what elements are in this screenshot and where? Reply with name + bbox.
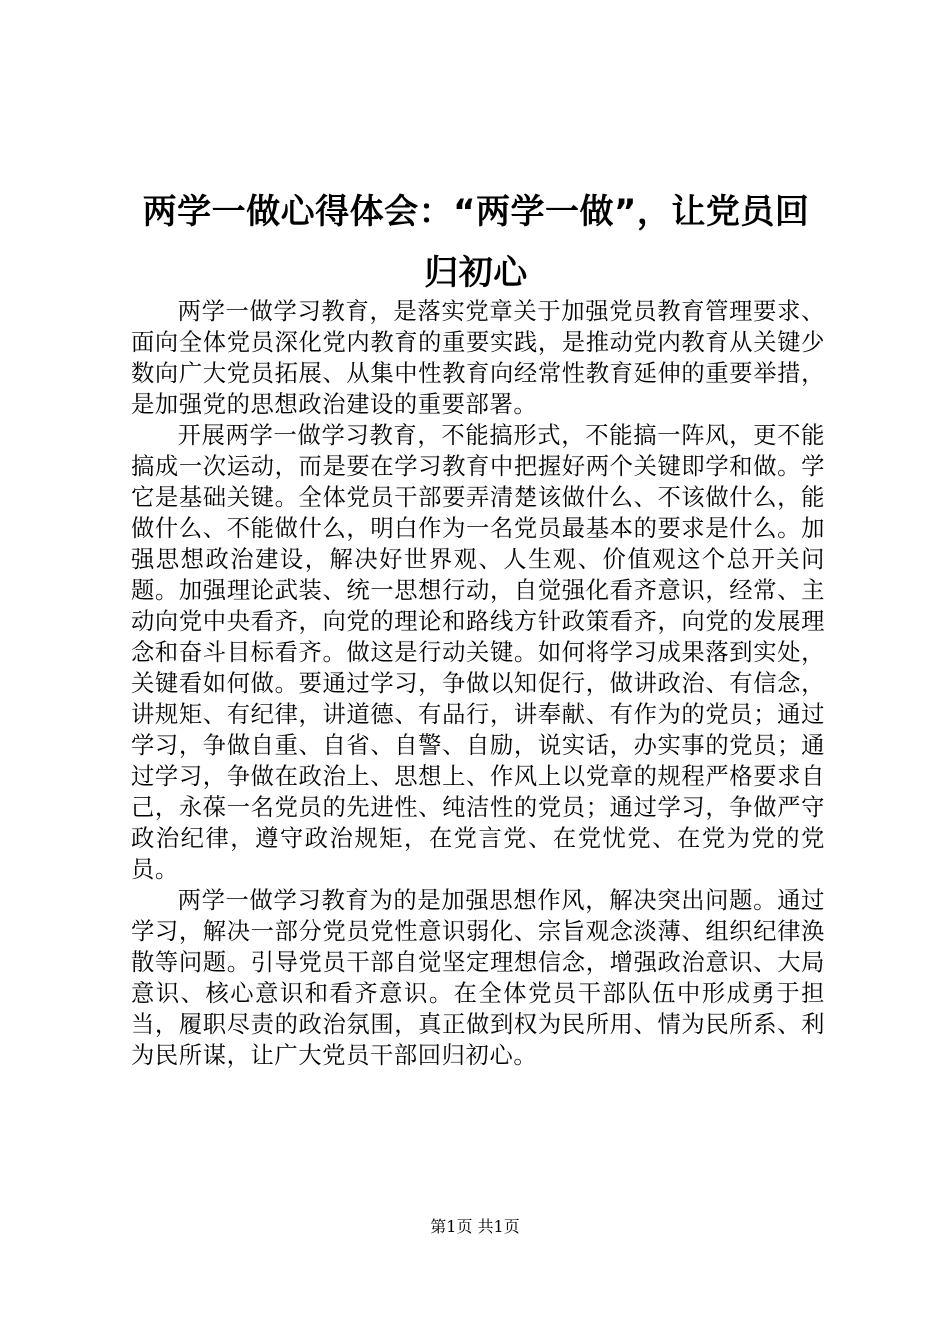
document-title: 两学一做心得体会：“两学一做”，让党员回归初心 [142, 192, 810, 293]
paragraph-1: 两学一做学习教育，是落实党章关于加强党员教育管理要求、面向全体党员深化党内教育的重要实践，是推动党内教育从关键少数向广大党员拓展、从集中性教育向经常性教育延伸的重要举措，是加强党的思想政治建设的重要部署。 [131, 298, 825, 418]
paragraph-3: 两学一做学习教育为的是加强思想作风，解决突出问题。通过学习，解决一部分党员党性意识弱化、宗旨观念淡薄、组织纪律涣散等问题。引导党员干部自觉坚定理想信念，增强政治意识、大局意识、核心意识和看齐意识。在全体党员干部队伍中形成勇于担当，履职尽责的政治氛围，真正做到权为民所用、情为民所系、利为民所谋，让广大党员干部回归初心。 [131, 887, 825, 1069]
paragraph-2: 开展两学一做学习教育，不能搞形式，不能搞一阵风，更不能搞成一次运动，而是要在学习教育中把握好两个关键即学和做。学它是基础关键。全体党员干部要弄清楚该做什么、不该做什么，能做什么、不能做什么，明白作为一名党员最基本的要求是什么。加强思想政治建设，解决好世界观、人生观、价值观这个总开关问题。加强理论武装、统一思想行动，自觉强化看齐意识，经常、主动向党中央看齐，向党的理论和路线方针政策看齐，向党的发展理念和奋斗目标看齐。做这是行动关键。如何将学习成果落到实处，关键看如何做。要通过学习，争做以知促行，做讲政治、有信念，讲规矩、有纪律，讲道德、有品行，讲奉献、有作为的党员；通过学习，争做自重、自省、自警、自励，说实话，办实事的党员；通过学习，争做在政治上、思想上、作风上以党章的规程严格要求自己，永葆一名党员的先进性、纯洁性的党员；通过学习，争做严守政治纪律，遵守政治规矩，在党言党、在党忧党、在党为党的党员。 [131, 422, 825, 883]
document-body [131, 296, 825, 1071]
page-footer: 第1页 共1页 [430, 1217, 520, 1236]
